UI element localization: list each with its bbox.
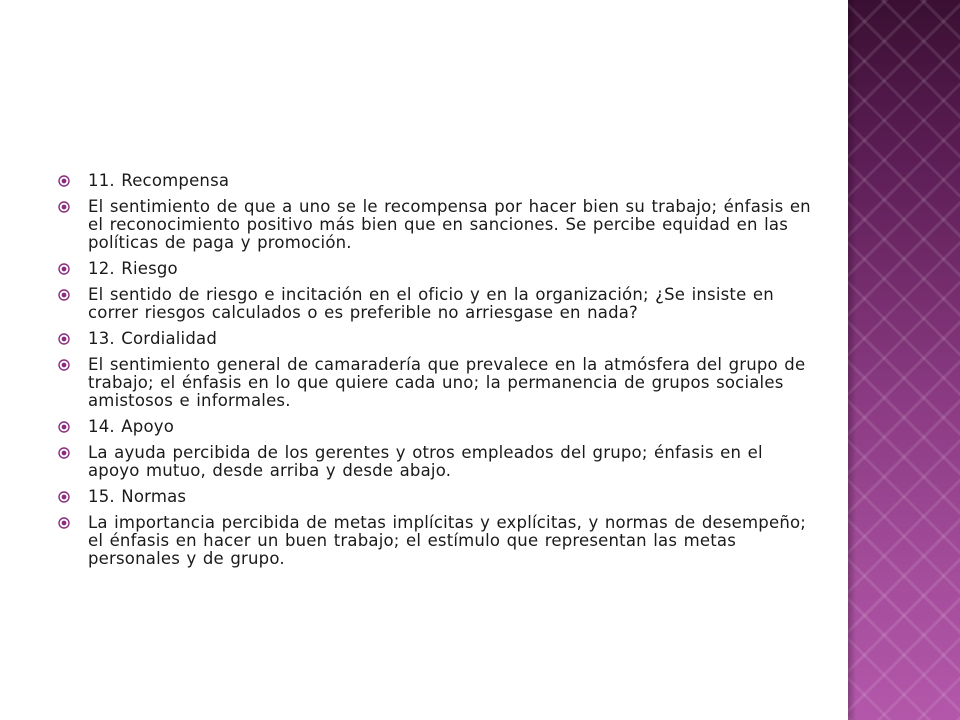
bullet-text: 15. Normas [88, 487, 187, 506]
radio-bullet-icon [58, 517, 70, 529]
radio-bullet-icon [58, 263, 70, 275]
bullet-text: 11. Recompensa [88, 171, 230, 190]
bullet-item-cordialidad-body [58, 356, 818, 410]
bullet-item-recompensa-body [58, 198, 818, 252]
bullet-list [58, 172, 818, 576]
radio-bullet-icon [58, 359, 70, 371]
bullet-item-apoyo-heading [58, 418, 818, 436]
radio-bullet-icon [58, 333, 70, 345]
bullet-text: La importancia percibida de metas implícitas y explícitas, y normas de desempeño; el énfasis en hacer un buen trabajo; el estímulo que representan las metas personales y de grupo. [88, 513, 807, 568]
bullet-item-apoyo-body [58, 444, 818, 480]
bullet-item-riesgo-body [58, 286, 818, 322]
radio-bullet-icon [58, 421, 70, 433]
bullet-text: El sentimiento general de camaradería que prevalece en la atmósfera del grupo de trabajo; el énfasis en lo que quiere cada uno; la permanencia de grupos sociales amistosos e informales. [88, 355, 806, 410]
bullet-item-cordialidad-heading [58, 330, 818, 348]
radio-bullet-icon [58, 491, 70, 503]
bullet-item-normas-heading [58, 488, 818, 506]
bullet-text: 14. Apoyo [88, 417, 175, 436]
bullet-text: El sentimiento de que a uno se le recompensa por hacer bien su trabajo; énfasis en el reconocimiento positivo más bien que en sanciones. Se percibe equidad en las políticas de paga y promoción. [88, 197, 811, 252]
bullet-text: El sentido de riesgo e incitación en el oficio y en la organización; ¿Se insiste en correr riesgos calculados o es preferible no arriesgase en nada? [88, 285, 774, 322]
radio-bullet-icon [58, 289, 70, 301]
bullet-item-recompensa-heading [58, 172, 818, 190]
radio-bullet-icon [58, 201, 70, 213]
bullet-text: 12. Riesgo [88, 259, 178, 278]
radio-bullet-icon [58, 447, 70, 459]
bullet-item-riesgo-heading [58, 260, 818, 278]
decorative-side-panel [848, 0, 960, 720]
radio-bullet-icon [58, 175, 70, 187]
bullet-item-normas-body [58, 514, 818, 568]
bullet-text: 13. Cordialidad [88, 329, 217, 348]
bullet-text: La ayuda percibida de los gerentes y otros empleados del grupo; énfasis en el apoyo mutuo, desde arriba y desde abajo. [88, 443, 763, 480]
